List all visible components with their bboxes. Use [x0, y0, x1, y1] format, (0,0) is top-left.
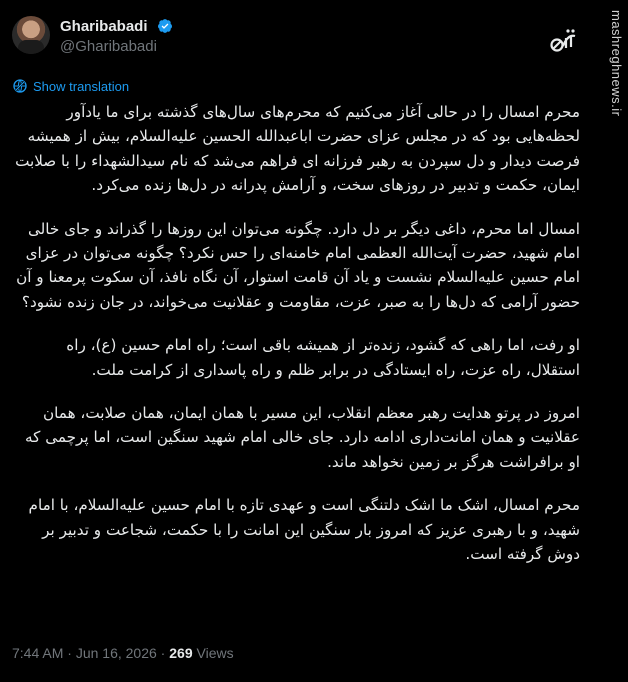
- show-translation-label: Show translation: [33, 78, 130, 94]
- author-display-name[interactable]: Gharibabadi: [60, 18, 148, 35]
- views-label: Views: [192, 645, 234, 661]
- tweet-date[interactable]: Jun 16, 2026: [75, 645, 157, 661]
- tweet-paragraph: محرم امسال را در حالی آغاز می‌کنیم که محرم‌های سال‌های گذشته برای ما یادآور لحظه‌هایی بود که در مجلس عزای حضرت اباعبدالله الحسین علیه‌السلام، بیش از همیشه فرصت دیدار و دل سپردن به رهبر فرزانه ای فراهم می‌شد که نام سیدالشهداء را با صلابت ایمان، حکمت و تدبیر در روزهای سخت، و آرامش پدرانه در دل‌ها زنده می‌کرد.: [15, 103, 580, 195]
- mashregh-logo-icon: [548, 26, 578, 56]
- author-handle[interactable]: @Gharibabadi: [60, 38, 157, 55]
- tweet-time[interactable]: 7:44 AM: [12, 645, 64, 661]
- avatar[interactable]: [12, 16, 50, 54]
- meta-separator: ·: [156, 645, 170, 661]
- tweet-paragraph: او رفت، اما راهی که گشود، زنده‌تر از همیشه باقی است؛ راه امام حسین (ع)، راه استقلال، راه عزت، راه ایستادگی در برابر ظلم و راه پاسداری از کرامت ملت.: [66, 336, 580, 379]
- verified-badge-icon: [157, 18, 173, 34]
- meta-separator: ·: [63, 645, 76, 661]
- views-count[interactable]: 269: [169, 645, 193, 661]
- tweet-meta: [12, 645, 234, 661]
- tweet-paragraph: محرم امسال، اشک ما اشک دلتنگی است و عهدی تازه با امام حسین علیه‌السلام، با امام شهید، و با رهبری عزیز که امروز بار سنگین این امانت را با حکمت، شجاعت و تدبیر بر دوش گرفته است.: [28, 496, 580, 564]
- tweet-paragraph: امروز در پرتو هدایت رهبر معظم انقلاب، این مسیر با همان ایمان، همان صلابت، همان عقلانیت و همان امانت‌داری ادامه دارد. جای خالی امام شهید سنگین است، اما پرچمی که او برافراشت هرگز بر زمین نخواهد ماند.: [25, 404, 580, 471]
- watermark: mashreghnews.ir: [609, 10, 624, 117]
- tweet-paragraph: امسال اما محرم، داغی دیگر بر دل دارد. چگونه می‌توان این روزها را گذراند و جای خالی امام شهید، حضرت آیت‌الله العظمی امام خامنه‌ای را حس نکرد؟ چگونه می‌توان در عزای امام حسین علیه‌السلام نشست و یاد آن قامت استوار، آن نگاه نافذ، آن سکوت پرمعنا و آن حضور آرامی که دل‌ها را به صبر، عزت، مقاومت و عقلانیت می‌خواند، در جان زنده نشود؟: [16, 219, 580, 311]
- show-translation-link[interactable]: [12, 78, 129, 94]
- author-info: [60, 16, 173, 55]
- tweet-text: [12, 100, 580, 586]
- tweet-header: [12, 12, 572, 62]
- globe-icon: [12, 78, 28, 94]
